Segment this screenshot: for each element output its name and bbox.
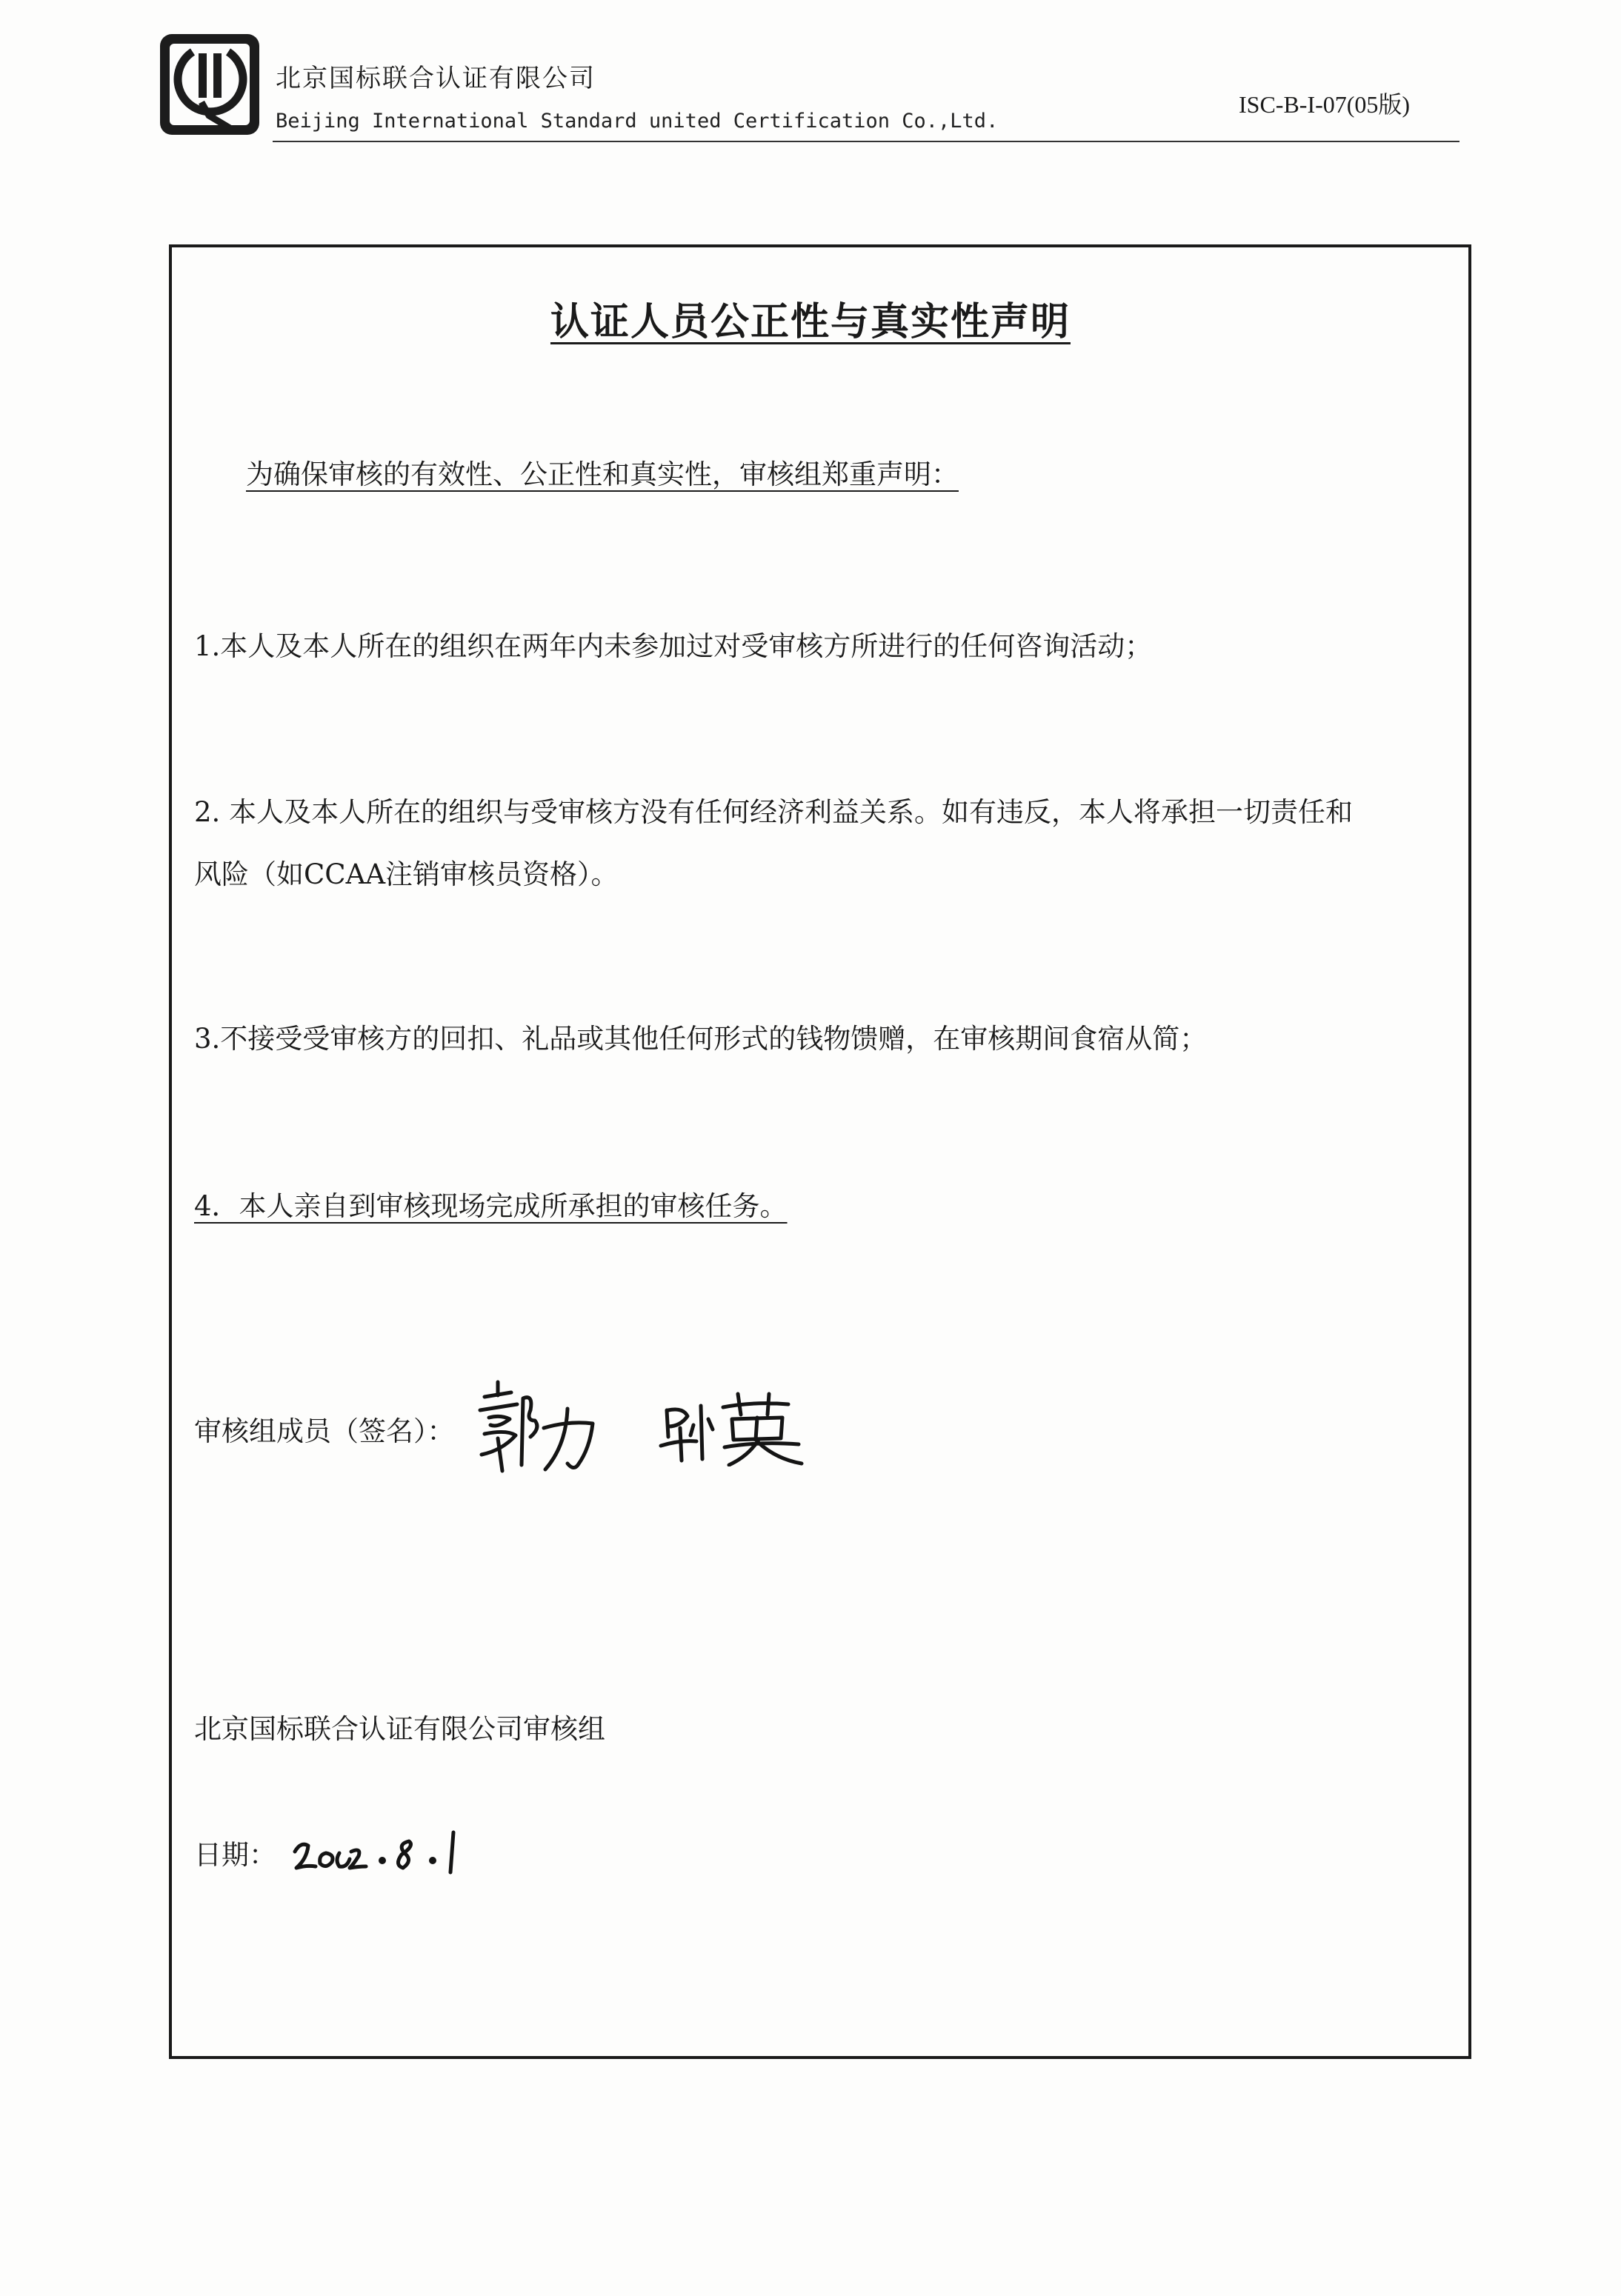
declaration-item-1: 1.本人及本人所在的组织在两年内未参加过对受审核方所进行的任何咨询活动； (194, 630, 1153, 662)
declaration-item-2: 2. 本人及本人所在的组织与受审核方没有任何经济利益关系。如有违反，本人将承担一切责任和 (194, 796, 1354, 828)
document-title (0, 290, 1621, 346)
intro-paragraph (246, 452, 959, 492)
intro-text: 为确保审核的有效性、公正性和真实性，审核组郑重声明： (246, 458, 959, 490)
company-name-cn: 北京国标联合认证有限公司 (276, 64, 596, 93)
audit-group-name: 北京国标联合认证有限公司审核组 (194, 1713, 605, 1745)
declaration-frame (169, 244, 1471, 2059)
handwritten-date (290, 1822, 468, 1878)
document-title-text: 认证人员公正性与真实性声明 (550, 300, 1071, 344)
date-label: 日期： (194, 1839, 276, 1871)
declaration-item-4-text: 4．本人亲自到审核现场完成所承担的审核任务。 (194, 1190, 788, 1222)
page-header (0, 0, 1621, 163)
handwritten-signature-1 (468, 1376, 602, 1480)
declaration-item-4 (194, 1184, 788, 1224)
company-name-en: Beijing International Standard united Certification Co.,Ltd. (276, 110, 999, 133)
declaration-item-3: 3.不接受受审核方的回扣、礼品或其他任何形式的钱物馈赠，在审核期间食宿从简； (194, 1023, 1208, 1055)
handwritten-signature-2 (658, 1388, 805, 1466)
header-divider (273, 141, 1459, 142)
declaration-item-2-continued: 风险（如CCAA注销审核员资格）。 (194, 858, 619, 890)
signature-label: 审核组成员（签名）： (194, 1415, 455, 1447)
form-code: ISC-B-I-07(05版) (1239, 91, 1411, 118)
company-seal-logo-icon (157, 31, 262, 138)
